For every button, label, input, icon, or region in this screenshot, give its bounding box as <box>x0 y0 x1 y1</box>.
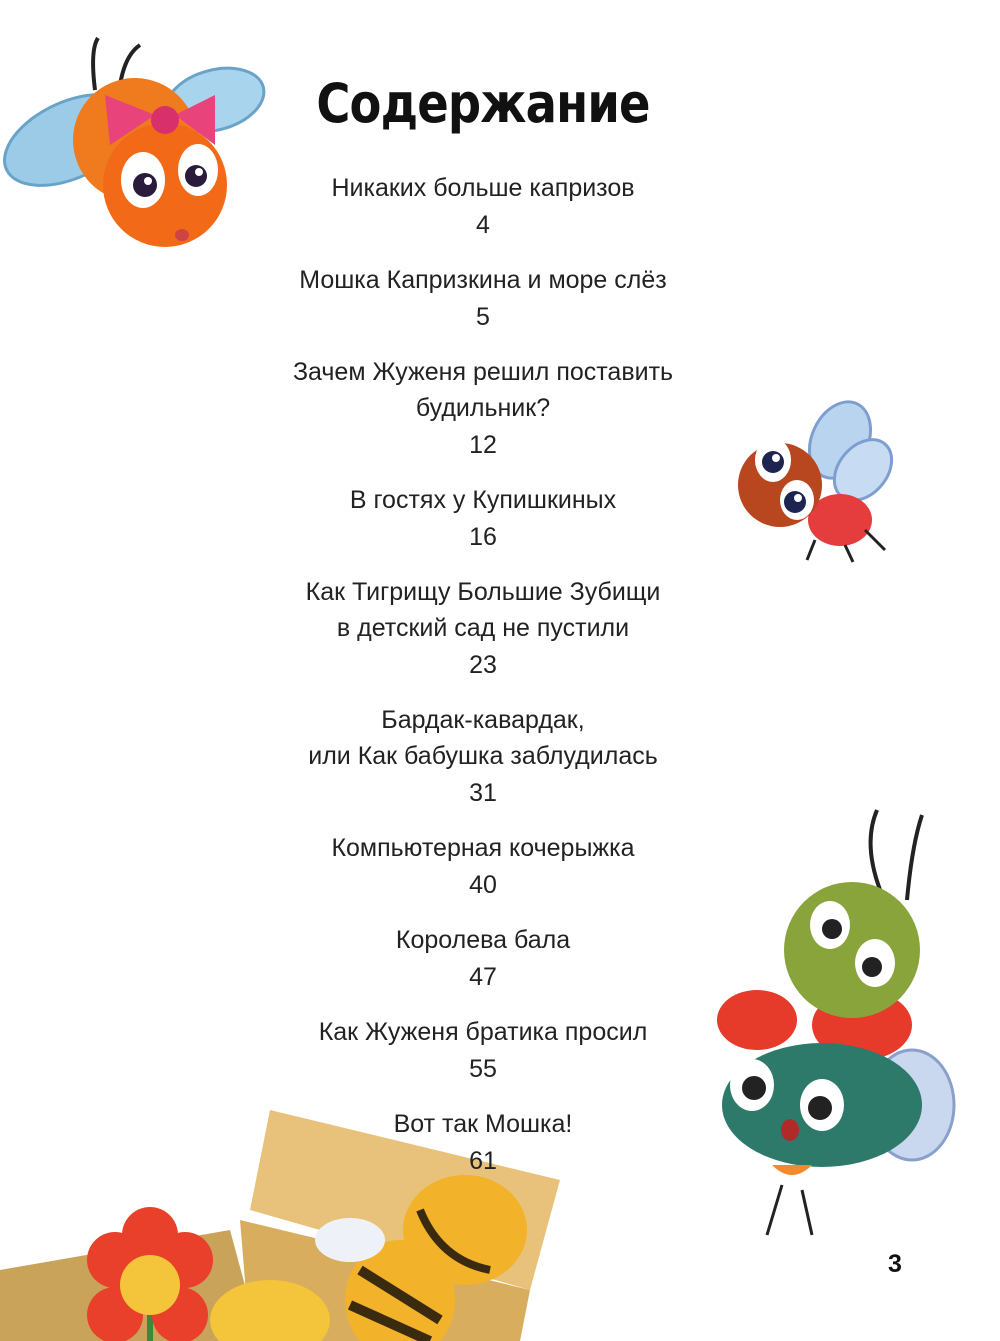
toc-entry-title: Бардак-кавардак, или Как бабушка заблудилась <box>308 706 658 770</box>
toc-entry[interactable] <box>0 1106 966 1180</box>
toc-entry-title: Вот так Мошка! <box>393 1110 573 1138</box>
toc-entry-page: 40 <box>469 871 497 899</box>
toc-entry[interactable] <box>0 574 966 684</box>
toc-entry-title: Никаких больше капризов <box>331 174 635 202</box>
toc-entry[interactable] <box>0 702 966 812</box>
toc-entry[interactable] <box>0 354 966 464</box>
toc-entry-page: 61 <box>469 1147 497 1175</box>
toc-entry-title: Королева бала <box>395 926 571 954</box>
toc-entry[interactable] <box>0 1014 966 1088</box>
toc-entry-page: 5 <box>476 303 490 331</box>
toc-entry-title: Компьютерная кочерыжка <box>331 834 635 862</box>
toc-entry-title: Как Тигрищу Большие Зубищи в детский сад не пустили <box>305 578 661 642</box>
toc-entry-page: 23 <box>469 651 497 679</box>
table-of-contents <box>0 170 966 1198</box>
toc-entry[interactable] <box>0 170 966 244</box>
toc-entry[interactable] <box>0 830 966 904</box>
toc-entry-page: 16 <box>469 523 497 551</box>
page-title: Содержание <box>316 72 650 135</box>
toc-entry-title: Мошка Капризкина и море слёз <box>299 266 667 294</box>
toc-entry[interactable] <box>0 922 966 996</box>
toc-entry[interactable] <box>0 482 966 556</box>
toc-entry-title: В гостях у Купишкиных <box>349 486 617 514</box>
toc-entry-title: Как Жуженя братика просил <box>318 1018 648 1046</box>
toc-entry-page: 47 <box>469 963 497 991</box>
toc-entry-page: 4 <box>476 211 490 239</box>
toc-entry-page: 55 <box>469 1055 497 1083</box>
toc-entry-title: Зачем Жуженя решил поставить будильник? <box>292 358 674 422</box>
toc-entry-page: 12 <box>469 431 497 459</box>
toc-entry[interactable] <box>0 262 966 336</box>
toc-entry-page: 31 <box>469 779 497 807</box>
page-number: 3 <box>888 1250 902 1278</box>
